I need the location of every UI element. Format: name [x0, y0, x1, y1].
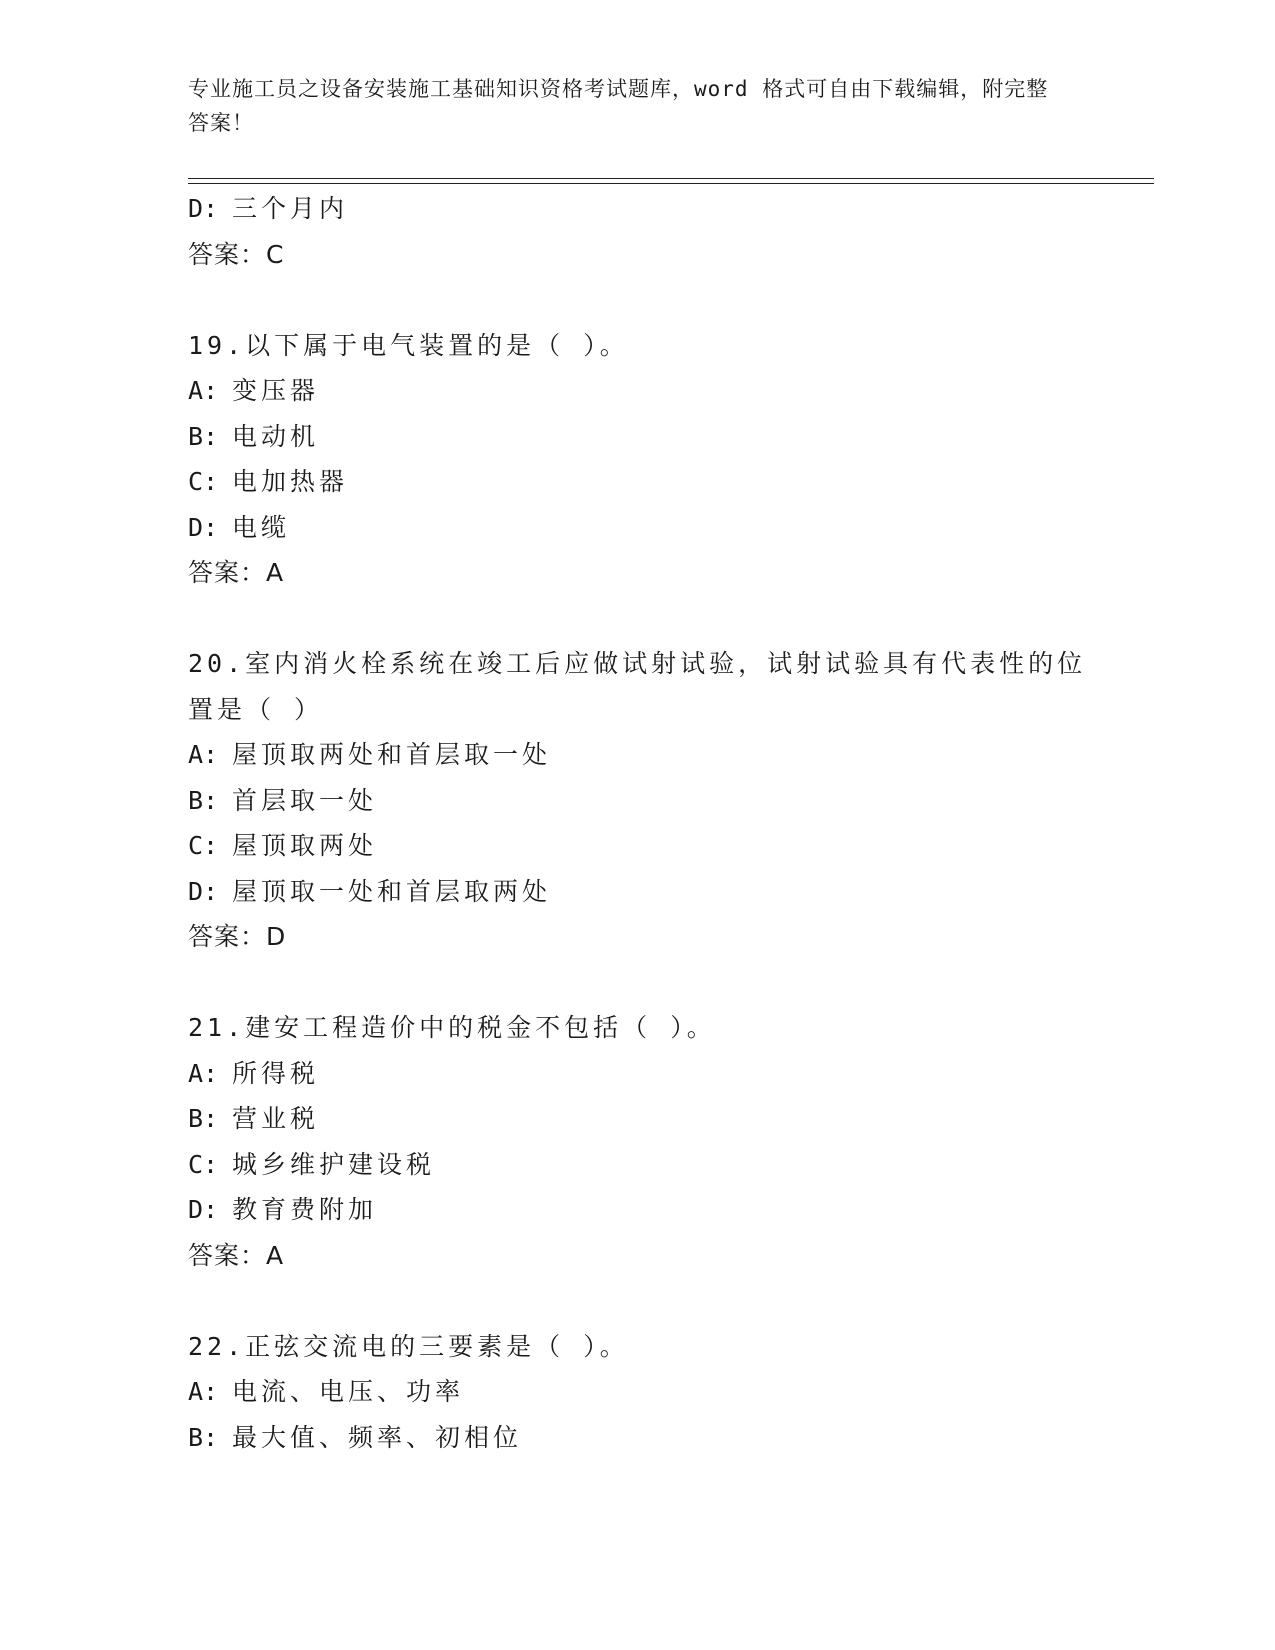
option-row [188, 869, 1088, 915]
option-letter: D: [188, 512, 219, 542]
header-rule-top [188, 178, 1154, 179]
answer-line: 答案：A [188, 558, 285, 587]
option-letter: C: [188, 1149, 219, 1179]
option-letter: D: [188, 194, 219, 223]
spacer [188, 277, 1088, 323]
spacer [188, 960, 1088, 1006]
header-rule-bottom [188, 183, 1154, 184]
option-row [188, 368, 1088, 414]
option-row [188, 1187, 1088, 1233]
option-row [188, 1415, 1088, 1461]
option-text: 三个月内 [232, 194, 349, 223]
option-text: 电缆 [232, 512, 291, 542]
answer-line: 答案：D [188, 922, 287, 951]
option-row [188, 414, 1088, 460]
option-text: 屋顶取两处 [232, 831, 378, 860]
option-letter: C: [188, 831, 219, 860]
option-row [188, 823, 1088, 869]
option-row [188, 778, 1088, 824]
option-text: 营业税 [232, 1104, 320, 1133]
answer-line: 答案：A [188, 1240, 285, 1270]
spacer [188, 596, 1088, 642]
option-text: 首层取一处 [232, 785, 378, 815]
option-letter: C: [188, 467, 219, 496]
option-letter: B: [188, 421, 219, 451]
option-row [188, 1369, 1088, 1415]
option-row [188, 1051, 1088, 1097]
option-letter: B: [188, 1422, 219, 1452]
document-header: 专业施工员之设备安装施工基础知识资格考试题库，word 格式可自由下载编辑，附完整答案！ [188, 77, 1049, 135]
option-text: 屋顶取一处和首层取两处 [232, 876, 552, 906]
option-letter: A: [188, 376, 219, 405]
option-row [188, 459, 1088, 505]
question-list [188, 186, 1088, 1460]
question-stem: 20.室内消火栓系统在竣工后应做试射试验，试射试验具有代表性的位置是（ ） [188, 649, 1087, 724]
option-text: 屋顶取两处和首层取一处 [232, 740, 552, 769]
option-text: 电加热器 [232, 467, 349, 496]
question-stem: 19.以下属于电气装置的是（ ）。 [188, 330, 629, 360]
option-row [188, 732, 1088, 778]
option-letter: A: [188, 740, 219, 769]
option-text: 变压器 [232, 376, 320, 405]
answer-line: 答案：C [188, 239, 285, 269]
option-text: 教育费附加 [232, 1195, 378, 1224]
option-row [188, 1142, 1088, 1188]
option-letter: A: [188, 1058, 219, 1088]
option-text: 城乡维护建设税 [232, 1149, 436, 1179]
option-text: 最大值、频率、初相位 [232, 1422, 523, 1452]
option-text: 电流、电压、功率 [232, 1377, 465, 1406]
option-letter: D: [188, 1195, 219, 1224]
option-text: 所得税 [232, 1058, 320, 1088]
option-letter: B: [188, 785, 219, 815]
spacer [188, 1278, 1088, 1324]
option-row [188, 186, 1088, 232]
question-stem: 21.建安工程造价中的税金不包括（ ）。 [188, 1013, 716, 1042]
option-row [188, 1096, 1088, 1142]
question-stem: 22.正弦交流电的三要素是（ ）。 [188, 1331, 629, 1361]
option-letter: B: [188, 1104, 219, 1133]
option-letter: D: [188, 876, 219, 906]
option-letter: A: [188, 1377, 219, 1406]
option-text: 电动机 [232, 421, 320, 451]
option-row [188, 505, 1088, 551]
